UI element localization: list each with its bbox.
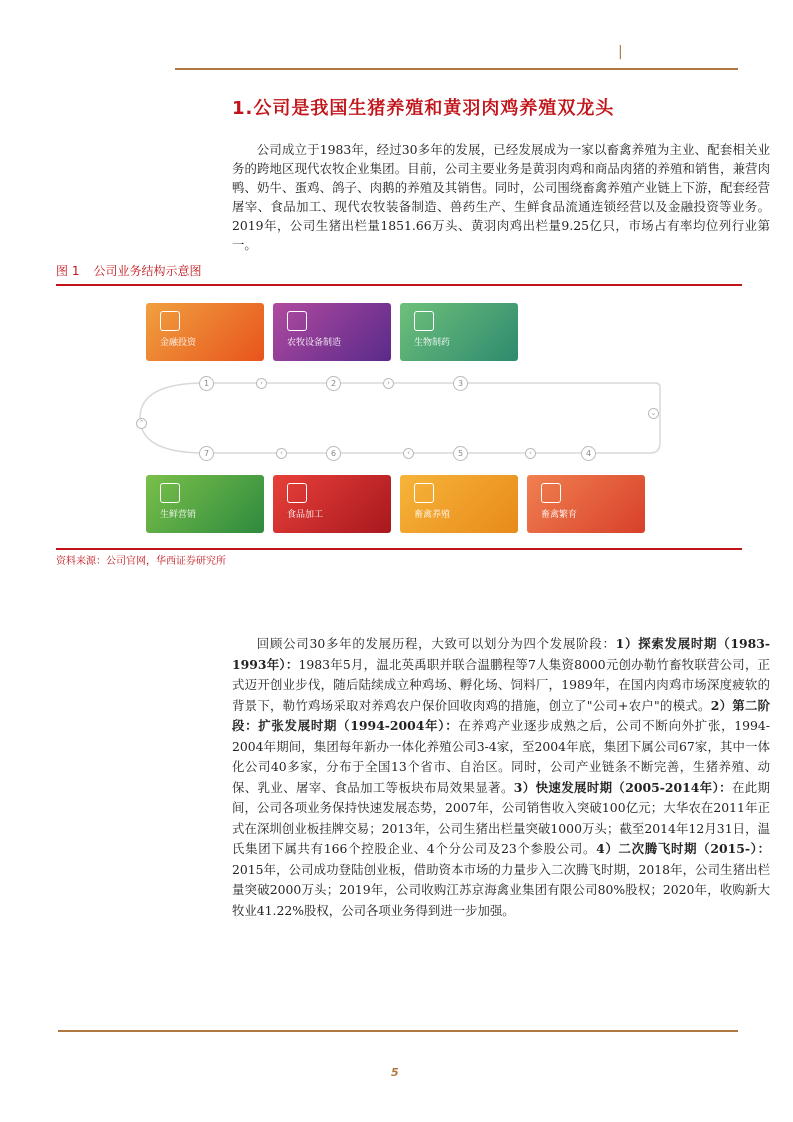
- tile-label: 生鲜营销: [160, 510, 197, 520]
- tile-livestock-breeding: [527, 475, 645, 533]
- chart-icon: [160, 483, 180, 503]
- history-segment: 在养鸡产业逐步成熟之后，公司不断向外扩张，1994-2004年期间，集团每年新办一体化养殖公司3-4家，至2004年底，集团下属公司67家，其中一体化公司40多家，分布于全国13个省市、自治区。同时，公司产业链条不断完善，生猪养殖、动保、乳业、屠宰、食品加工等板块布局效果显著。: [232, 718, 770, 795]
- figure-top-rule: [56, 284, 742, 286]
- stage-2-heading: 2）第二阶段：扩张发展时期（1994-2004年）：: [232, 697, 771, 733]
- arrow-down-icon: ⌄: [648, 408, 659, 419]
- footer-rule: [58, 1030, 738, 1032]
- intro-paragraph: [232, 140, 770, 254]
- header-mark: |: [618, 44, 623, 60]
- stage-1-heading: 1）探索发展时期（1983-1993年）：: [232, 636, 770, 672]
- arrow-left-icon: ‹: [403, 448, 414, 459]
- node-2: 2: [326, 376, 341, 391]
- tile-label: 畜禽繁育: [541, 510, 578, 520]
- tile-label: 金融投资: [160, 338, 197, 348]
- tile-food-processing: [273, 475, 391, 533]
- intro-text: 公司成立于1983年，经过30多年的发展，已经发展成为一家以畜禽养殖为主业、配套相关业务的跨地区现代农牧企业集团。目前，公司主要业务是黄羽肉鸡和商品肉猪的养殖和销售，兼营肉鸭、奶牛、蛋鸡、鸽子、肉鹅的养殖及其销售。同时，公司围绕畜禽养殖产业链上下游，配套经营屠宰、食品加工、现代农牧装备制造、兽药生产、生鲜食品流通连锁经营以及金融投资等业务。2019年，公司生猪出栏量1851.66万头、黄羽肉鸡出栏量9.25亿只，市场占有率均位列行业第一。: [232, 142, 770, 252]
- history-segment: 2015年，公司成功登陆创业板，借助资本市场的力量步入二次腾飞时期，2018年，公司生猪出栏量突破2000万头；2019年，公司收购江苏京海禽业集团有限公司80%股权；2020年，收购新大牧业41.22%股权，公司各项业务得到进一步加强。: [232, 861, 770, 918]
- tile-equipment: [273, 303, 391, 361]
- robot-arm-icon: [287, 311, 307, 331]
- figure-caption: [56, 262, 215, 279]
- figure-source: 资料来源：公司官网，华西证券研究所: [56, 556, 226, 567]
- coin-icon: [160, 311, 180, 331]
- node-1: 1: [199, 376, 214, 391]
- tile-pharma: [400, 303, 518, 361]
- figure-bottom-rule: [56, 548, 742, 550]
- tile-livestock-farming: [400, 475, 518, 533]
- node-4: 4: [581, 446, 596, 461]
- figure-title: 公司业务结构示意图: [93, 264, 202, 278]
- stage-4-heading: 4）二次腾飞时期（2015-）：: [596, 841, 770, 856]
- medicine-icon: [414, 311, 434, 331]
- tile-label: 农牧设备制造: [287, 338, 342, 348]
- history-segment: 回顾公司30多年的发展历程，大致可以划分为四个发展阶段：: [256, 636, 616, 651]
- tile-fresh-retail: [146, 475, 264, 533]
- header-rule: [175, 68, 738, 70]
- arrow-right-icon: ›: [256, 378, 267, 389]
- history-segment: 1983年5月，温北英禹职并联合温鹏程等7人集资8000元创办勒竹畜牧联营公司，正式迈开创业步伐，随后陆续成立种鸡场、孵化场、饲料厂，1989年，在国内肉鸡市场深度疲软的背景下，勒竹鸡场采取对养鸡农户保价回收肉鸡的措施，创立了"公司+农户"的模式。: [232, 656, 770, 713]
- node-3: 3: [453, 376, 468, 391]
- tile-label: 食品加工: [287, 510, 324, 520]
- tile-finance: [146, 303, 264, 361]
- node-5: 5: [453, 446, 468, 461]
- tile-label: 畜禽养殖: [414, 510, 451, 520]
- chicken-icon: [541, 483, 561, 503]
- section-title: 1.公司是我国生猪养殖和黄羽肉鸡养殖双龙头: [232, 98, 615, 119]
- node-7: 7: [199, 446, 214, 461]
- arrow-left-icon: ‹: [525, 448, 536, 459]
- arrow-up-icon: ⌃: [136, 418, 147, 429]
- pig-icon: [414, 483, 434, 503]
- stage-3-heading: 3）快速发展时期（2005-2014年）：: [513, 779, 732, 795]
- business-structure-diagram: [130, 295, 670, 541]
- node-6: 6: [326, 446, 341, 461]
- arrow-right-icon: ›: [383, 378, 394, 389]
- figure-number: 图 1: [56, 264, 80, 278]
- history-paragraph: [232, 634, 770, 921]
- food-icon: [287, 483, 307, 503]
- history-text: [232, 634, 770, 921]
- history-segment: 在此期间，公司各项业务保持快速发展态势，2007年，公司销售收入突破100亿元；大华农在2011年正式在深圳创业板挂牌交易；2013年，公司生猪出栏量突破1000万头；截至2014年12月31日，温氏集团下属共有166个控股企业、4个分公司及23个参股公司。: [232, 779, 771, 856]
- tile-label: 生物制药: [414, 338, 451, 348]
- arrow-left-icon: ‹: [276, 448, 287, 459]
- page-number: 5: [391, 1066, 399, 1079]
